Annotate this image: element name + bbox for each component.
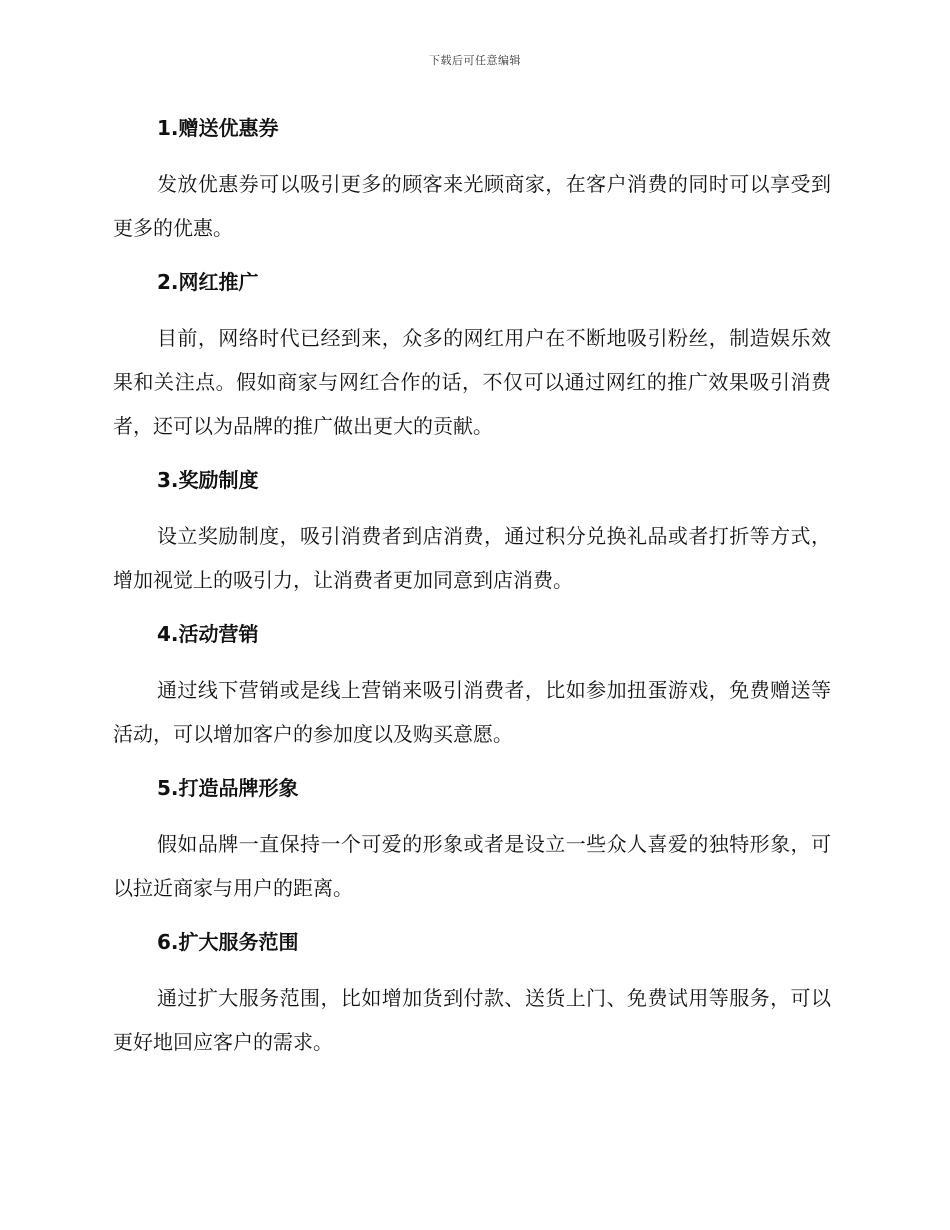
section-paragraph-1: 发放优惠券可以吸引更多的顾客来光顾商家，在客户消费的同时可以享受到更多的优惠。 — [113, 172, 831, 240]
section-title-3: 3.奖励制度 — [157, 468, 259, 492]
section-paragraph-5: 假如品牌一直保持一个可爱的形象或者是设立一些众人喜爱的独特形象，可以拉近商家与用户的距离。 — [113, 832, 831, 900]
document-body — [113, 110, 831, 1064]
section-paragraph-3: 设立奖励制度，吸引消费者到店消费，通过积分兑换礼品或者打折等方式，增加视觉上的吸引力，让消费者更加同意到店消费。 — [113, 524, 831, 592]
section-title-5: 5.打造品牌形象 — [157, 776, 299, 800]
section-paragraph-4: 通过线下营销或是线上营销来吸引消费者，比如参加扭蛋游戏，免费赠送等活动，可以增加客户的参加度以及购买意愿。 — [113, 678, 831, 746]
section-paragraph-6: 通过扩大服务范围，比如增加货到付款、送货上门、免费试用等服务，可以更好地回应客户的需求。 — [113, 986, 831, 1054]
page-header-note: 下载后可任意编辑 — [429, 54, 521, 67]
section-paragraph-2: 目前，网络时代已经到来，众多的网红用户在不断地吸引粉丝，制造娱乐效果和关注点。假如商家与网红合作的话，不仅可以通过网红的推广效果吸引消费者，还可以为品牌的推广做出更大的贡献。 — [113, 326, 831, 438]
section-title-4: 4.活动营销 — [157, 622, 259, 646]
section-title-1: 1.赠送优惠券 — [157, 116, 279, 140]
section-title-6: 6.扩大服务范围 — [157, 930, 299, 954]
section-title-2: 2.网红推广 — [157, 270, 259, 294]
